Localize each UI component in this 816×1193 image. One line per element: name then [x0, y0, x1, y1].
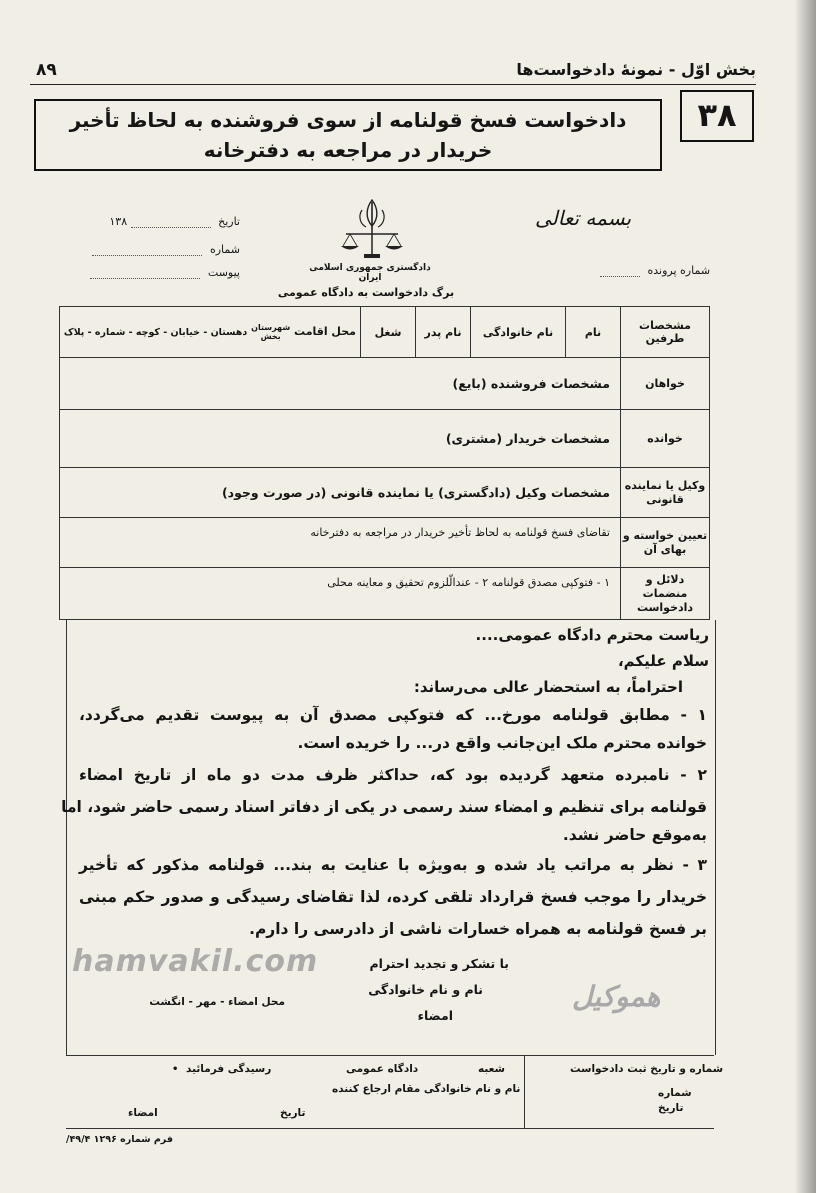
letter-intro: احتراماً، به استحضار عالی می‌رساند:	[413, 678, 683, 696]
header-occupation: شغل	[361, 307, 416, 358]
besmellah: بسمه تعالی	[535, 206, 632, 230]
footer-number: شماره	[658, 1087, 692, 1099]
row-label-defendant: خوانده	[621, 410, 710, 468]
letter-greeting: سلام علیکم،	[617, 652, 709, 670]
header-last-name: نام خانوادگی	[471, 307, 566, 358]
row-content-plaintiff: مشخصات فروشنده (بایع)	[60, 358, 621, 410]
title-line-1: دادخواست فسخ قولنامه از سوی فروشنده به لحاظ تأخیر	[69, 108, 627, 132]
footer-branch: شعبه	[478, 1063, 505, 1075]
page-number: ۸۹	[36, 60, 57, 80]
letter-line-8: بر فسخ قولنامه به همراه خسارات ناشی از دادرسی را دارم.	[249, 920, 707, 938]
letter-line-7: خریدار را موجب فسخ قرارداد تلقی کرده، لذا تقاضای رسیدگی و صدور حکم مبنی	[79, 888, 707, 906]
footer-court: دادگاه عمومی	[346, 1063, 419, 1075]
table-row	[60, 568, 710, 620]
parties-table	[59, 306, 710, 620]
row-label-claim: تعیین خواسته و بهای آن	[621, 518, 710, 568]
title-line-2: خریدار در مراجعه به دفترخانه	[203, 138, 493, 162]
row-content-evidence: ۱ - فتوکپی مصدق قولنامه ۲ - عندالّلزوم تحقیق و معاینه محلی	[60, 568, 621, 620]
letter-line-2: خوانده محترم ملک این‌جانب واقع در... را خریده است.	[297, 734, 707, 752]
table-row	[60, 468, 710, 518]
court-name: دادگستری جمهوری اسلامی ایران	[309, 263, 431, 283]
date-field	[70, 215, 240, 228]
running-header	[30, 58, 756, 85]
table-header-row	[60, 307, 710, 358]
footer-registration: شماره و تاریخ ثبت دادخواست	[570, 1063, 724, 1075]
form-title-box	[34, 99, 662, 171]
case-number-field	[600, 264, 710, 277]
section-title: بخش اوّل - نمونهٔ دادخواست‌ها	[516, 60, 756, 79]
table-row	[60, 410, 710, 468]
letter-line-1: ۱ - مطابق قولنامه مورخ... که فتوکپی مصدق آن به پیوست تقدیم می‌گردد،	[79, 706, 707, 724]
form-name: برگ دادخواست به دادگاه عمومی	[277, 286, 455, 299]
residence-sub: شهرستان بخش	[251, 323, 291, 341]
header-residence	[60, 307, 361, 358]
table-row	[60, 518, 710, 568]
row-content-defendant: مشخصات خریدار (مشتری)	[60, 410, 621, 468]
header-parties: مشخصات طرفین	[621, 307, 710, 358]
letter-name-line: نام و نام خانوادگی	[368, 982, 483, 997]
header-father-name: نام پدر	[416, 307, 471, 358]
footer-date: تاریخ	[658, 1102, 684, 1114]
iran-emblem-icon	[332, 196, 412, 266]
footer-instruction: رسیدگی فرمائید	[186, 1063, 272, 1075]
footer-referrer: نام و نام خانوادگی مقام ارجاع کننده	[332, 1083, 521, 1095]
watermark-site: hamvakil.com	[72, 944, 319, 979]
row-content-attorney: مشخصات وکیل (دادگستری) یا نماینده قانونی (در صورت وجود)	[60, 468, 621, 518]
footer-bullet: •	[172, 1064, 179, 1075]
letter-line-5: به‌موقع حاضر نشد.	[562, 826, 707, 844]
date-label: تاریخ	[218, 215, 240, 228]
footer-date2: تاریخ	[280, 1107, 306, 1119]
row-content-claim: تقاضای فسخ قولنامه به لحاظ تأخیر خریدار در مراجعه به دفترخانه	[60, 518, 621, 568]
form-code: فرم شماره ۱۲۹۶ ۴۹/۴/	[66, 1134, 173, 1145]
letter-line-4: قولنامه برای تنظیم و امضاء سند رسمی در یکی از دفاتر اسناد رسمی حاضر شود، اما	[61, 798, 707, 816]
letter-signature: امضاء	[417, 1008, 453, 1023]
letter-closing: با تشکر و تجدید احترام	[369, 956, 509, 971]
number-field	[70, 243, 240, 256]
header-first-name: نام	[566, 307, 621, 358]
date-value: ۱۳۸	[109, 215, 128, 228]
case-number-label: شماره پرونده	[647, 264, 711, 277]
attachment-label: پیوست	[207, 266, 240, 279]
row-label-evidence: دلائل و منضمات دادخواست	[621, 568, 710, 620]
row-label-attorney: وکیل یا نماینده قانونی	[621, 468, 710, 518]
attachment-field	[70, 266, 240, 279]
number-label: شماره	[209, 243, 240, 256]
table-row	[60, 358, 710, 410]
letter-line-6: ۳ - نظر به مراتب یاد شده و به‌ویژه با عنایت به بند... قولنامه مذکور که تأخیر	[79, 856, 707, 874]
row-label-plaintiff: خواهان	[621, 358, 710, 410]
letter-line-3: ۲ - نامبرده متعهد گردیده بود که، حداکثر ظرف مدت دو ماه از تاریخ امضاء	[79, 766, 707, 784]
letter-addressee: ریاست محترم دادگاه عمومی....	[475, 626, 709, 644]
footer-signature: امضاء	[128, 1107, 158, 1119]
residence-label: محل اقامت	[294, 325, 356, 338]
form-number-box: ۳۸	[680, 90, 754, 142]
address-parts: دهستان - خیابان - کوچه - شماره - پلاک	[63, 327, 248, 338]
watermark-brand: هموکیل	[572, 980, 661, 1013]
signature-place: محل امضاء - مهر - انگشت	[149, 996, 285, 1008]
